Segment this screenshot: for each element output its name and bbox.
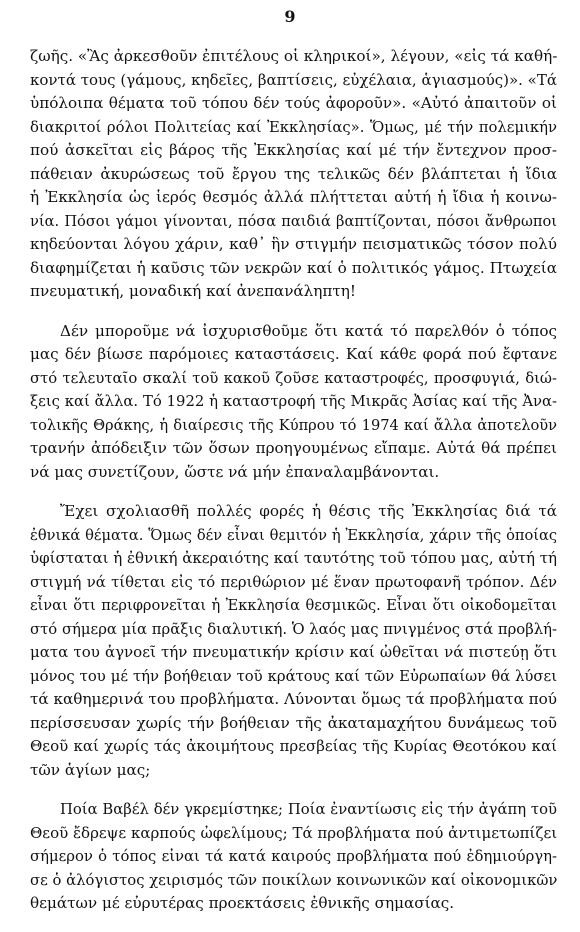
- text-line: θεμάτων μέ εὐρυτέρας προεκτάσεις ἐθνικῆς σημασίας.: [30, 894, 455, 912]
- text-line: κοντά τους (γάμους, κηδεῖες, βαπτίσεις, εὐχέλαια, ἁγιασμούς)». «Τά: [30, 70, 557, 89]
- text-line: διακριτοί ρόλοι Πολιτείας καί Ἐκκλησίας». Ὅμως, μέ τήν πολεμικήν: [30, 118, 557, 136]
- paragraph: [30, 798, 557, 916]
- text-line: πού ἀσκεῖται εἰς βάρος τῆς Ἐκκλησίας καί μέ τήν ἔντεχνον προσ-: [30, 141, 557, 159]
- text-line: στό σήμερα μία πρᾶξις διαλυτική. Ὁ λαός μας πνιγμένος στά προβλή-: [30, 620, 557, 638]
- text-line: μόνος του μέ τήν βοήθειαν τοῦ κράτους καί τῶν Εὐρωπαίων θά λύσει: [30, 667, 557, 685]
- text-line: Θεοῦ ἔδρεψε καρπούς ὠφελίμους; Τά προβλήματα πού ἀντιμετωπίζει: [30, 823, 558, 842]
- text-line: ματα του ἀγνοεῖ τήν πνευματικήν κρίσιν καί ὠθεῖται νά πιστεύῃ ὅτι: [30, 643, 557, 661]
- text-line: πνευματική, μοναδική καί ἀνεπανάληπτη!: [30, 282, 356, 300]
- text-line: Θεοῦ καί χωρίς τάς ἀκοιμήτους πρεσβείας τῆς Κυρίας Θεοτόκου καί: [30, 737, 557, 755]
- text-line: ἡ Ἐκκλησία ὡς ἱερός θεσμός ἀλλά πλήττεται αὐτή ἡ ἴδια ἡ κοινω-: [30, 188, 557, 206]
- text-line: νία. Πόσοι γάμοι γίνονται, πόσα παιδιά βαπτίζονται, πόσοι ἄνθρωποι: [30, 212, 557, 230]
- text-line: Ποία Βαβέλ δέν γκρεμίστηκε; Ποία ἐναντίωσις εἰς τήν ἀγάπη τοῦ: [60, 801, 557, 818]
- text-line: κηδεύονται λόγου χάριν, καθ᾽ ἣν στιγμήν πεισματικῶς τόσον πολύ: [30, 235, 557, 253]
- text-line: πάθειαν ἀκυρώσεως τοῦ ἔργου της τελικῶς δέν βλάπτεται ἡ ἴδια: [30, 164, 557, 183]
- text-line: ξεις καί ἄλλα. Τό 1922 ἡ καταστροφή τῆς Μικρᾶς Ἀσίας καί τῆς Ἀνα-: [30, 393, 557, 410]
- text-line: Δέν μποροῦμε νά ἰσχυρισθοῦμε ὅτι κατά τό παρελθόν ὁ τόπος: [60, 321, 557, 340]
- text-line: τρανήν ἀπόδειξιν τῶν ὅσων προηγουμένως εἴπαμε. Αὐτά θά πρέπει: [30, 439, 557, 457]
- page-number: 9: [284, 7, 296, 26]
- text-line: τολικῆς Θράκης, ἡ διαίρεσις τῆς Κύπρου τό 1974 καί ἄλλα ἀποτελοῦν: [30, 416, 557, 434]
- text-line: περίσσευσαν χωρίς τήν βοήθειαν τῆς ἀκαταμαχήτου δυνάμεως τοῦ: [30, 713, 557, 732]
- text-line: τά καθημερινά του προβλήματα. Λύνονται ὅμως τά προβλήματα πού: [30, 690, 558, 708]
- text-line: ὑφίσταται ἡ ἐθνική ἀκεραιότης καί ταυτότης τοῦ τόπου μας, αὐτή τή: [30, 549, 558, 567]
- text-line: ἐθνικά θέματα. Ὅμως δέν εἶναι θεμιτόν ἡ Ἐκκλησία, χάριν τῆς ὁποίας: [30, 526, 557, 544]
- text-line: στό τελευταῖο σκαλί τοῦ κακοῦ ζοῦσε καταστροφές, προσφυγιά, διώ-: [30, 369, 557, 387]
- text-line: νά μας συνετίζουν, ὥστε νά μήν ἐπαναλαμβάνονται.: [30, 462, 440, 481]
- text-line: εἶναι ὅτι περιφρονεῖται ἡ Ἐκκλησία θεσμικῶς. Εἶναι ὅτι οἰκοδομεῖται: [30, 597, 557, 614]
- text-line: Ἔχει σχολιασθῆ πολλές φορές ἡ θέσις τῆς Ἐκκλησίας διά τά: [60, 502, 557, 520]
- paragraph: [30, 320, 557, 485]
- text-line: τῶν ἁγίων μας;: [30, 760, 151, 779]
- text-line: μας δέν βίωσε παρόμοιες καταστάσεις. Καί κάθε φορά πού ἔφτανε: [30, 345, 557, 363]
- text-line: διαφημίζεται ἡ καῦσις τῶν νεκρῶν καί ὁ πολιτικός γάμος. Πτωχεία: [30, 258, 557, 277]
- text-line: στιγμή νά τίθεται εἰς τό περιθώριον μέ ἕναν πρωτοφανῆ τρόπον. Δέν: [30, 573, 557, 591]
- paragraph: [30, 500, 557, 782]
- text-line: σε ὁ ἀλόγιστος χειρισμός τῶν ποικίλων κοινωνικῶν καί οἰκονομικῶν: [30, 871, 558, 889]
- body-text: [30, 45, 557, 932]
- text-line: ὑπόλοιπα θέματα τοῦ τόπου δέν τούς ἀφοροῦν». «Αὐτό ἀπαιτοῦν οἱ: [30, 94, 557, 112]
- paragraph: [30, 45, 557, 304]
- text-line: σήμερον ὁ τόπος εἰναι τά κατά καιρούς προβλήματα πού ἐδημιούργη-: [30, 848, 557, 865]
- text-line: ζωῆς. «Ἂς ἀρκεσθοῦν ἐπιτέλους οἱ κληρικοί», λέγουν, «εἰς τά καθή-: [30, 47, 558, 65]
